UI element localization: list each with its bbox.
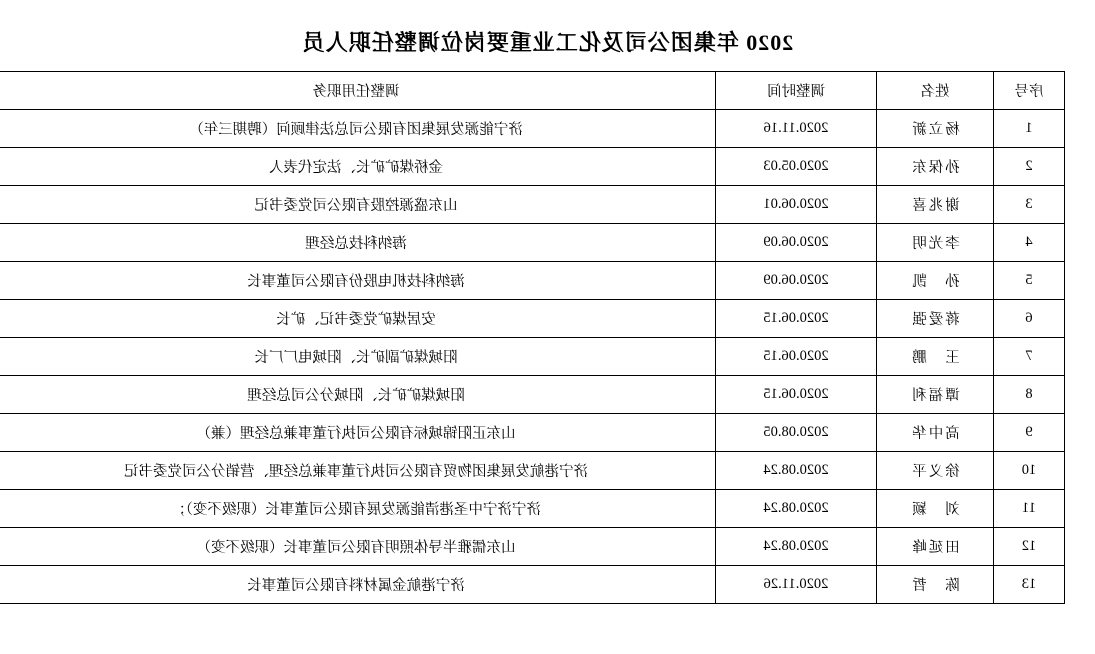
cell-name: 谢兆喜 [877,186,994,224]
cell-post: 山东正阳锦城标有限公司执行董事兼总经理（兼） [0,414,716,452]
column-header-index: 序号 [994,72,1065,110]
cell-post: 济宁能源发展集团有限公司总法律顾问（聘期三年） [0,110,716,148]
cell-date: 2020.06.01 [716,186,877,224]
cell-date: 2020.08.24 [716,452,877,490]
column-header-date: 调整时间 [716,72,877,110]
cell-date: 2020.06.15 [716,300,877,338]
table-row [0,224,1065,262]
cell-post: 山东儒雅半导体照明有限公司董事长（职级不变） [0,528,716,566]
cell-name: 李光明 [877,224,994,262]
table-header [0,72,1065,110]
cell-date: 2020.11.26 [716,566,877,604]
column-header-name: 姓名 [877,72,994,110]
cell-name: 刘 颖 [877,490,994,528]
table-row [0,186,1065,224]
table-row [0,566,1065,604]
cell-date: 2020.11.16 [716,110,877,148]
cell-post: 山东盛源控股有限公司党委书记 [0,186,716,224]
cell-post: 海纳科技总经理 [0,224,716,262]
cell-post: 阳城煤矿矿长、阳城分公司总经理 [0,376,716,414]
cell-date: 2020.06.15 [716,376,877,414]
table-body [0,110,1065,604]
cell-name: 孙 凯 [877,262,994,300]
cell-post: 安居煤矿党委书记、矿长 [0,300,716,338]
cell-name: 蒋爱强 [877,300,994,338]
table-row [0,490,1065,528]
page-title: 2020 年集团公司及化工业重要岗位调整任职人员 [301,30,794,55]
table-row [0,338,1065,376]
table-row [0,528,1065,566]
cell-name: 孙保东 [877,148,994,186]
cell-index: 1 [994,110,1065,148]
cell-post: 阳城煤矿副矿长、阳城电厂厂长 [0,338,716,376]
cell-date: 2020.08.05 [716,414,877,452]
table-row [0,452,1065,490]
cell-date: 2020.06.09 [716,262,877,300]
cell-index: 3 [994,186,1065,224]
cell-index: 13 [994,566,1065,604]
cell-index: 10 [994,452,1065,490]
cell-index: 9 [994,414,1065,452]
table-row [0,110,1065,148]
cell-name: 谭福利 [877,376,994,414]
cell-index: 2 [994,148,1065,186]
cell-date: 2020.08.24 [716,490,877,528]
cell-date: 2020.06.09 [716,224,877,262]
table-header-row [0,72,1065,110]
cell-date: 2020.05.03 [716,148,877,186]
table-row [0,300,1065,338]
cell-name: 田延峰 [877,528,994,566]
cell-index: 12 [994,528,1065,566]
cell-date: 2020.06.15 [716,338,877,376]
table-row [0,148,1065,186]
cell-index: 6 [994,300,1065,338]
cell-index: 8 [994,376,1065,414]
cell-name: 徐义平 [877,452,994,490]
cell-name: 陈 哲 [877,566,994,604]
cell-index: 7 [994,338,1065,376]
cell-index: 5 [994,262,1065,300]
cell-date: 2020.08.24 [716,528,877,566]
personnel-table [0,71,1065,604]
cell-post: 济宁港航发展集团物贸有限公司执行董事兼总经理、营销分公司党委书记 [0,452,716,490]
cell-post: 济宁济宁中圣港清能源发展有限公司董事长（职级不变）； [0,490,716,528]
column-header-post: 调整任用职务 [0,72,716,110]
cell-post: 济宁港航金属材料有限公司董事长 [0,566,716,604]
cell-name: 杨立新 [877,110,994,148]
cell-index: 4 [994,224,1065,262]
cell-name: 高中华 [877,414,994,452]
table-row [0,262,1065,300]
table-row [0,376,1065,414]
cell-post: 金桥煤矿矿长、法定代表人 [0,148,716,186]
cell-post: 海纳科技机电股份有限公司董事长 [0,262,716,300]
cell-index: 11 [994,490,1065,528]
table-row [0,414,1065,452]
cell-name: 王 鹏 [877,338,994,376]
